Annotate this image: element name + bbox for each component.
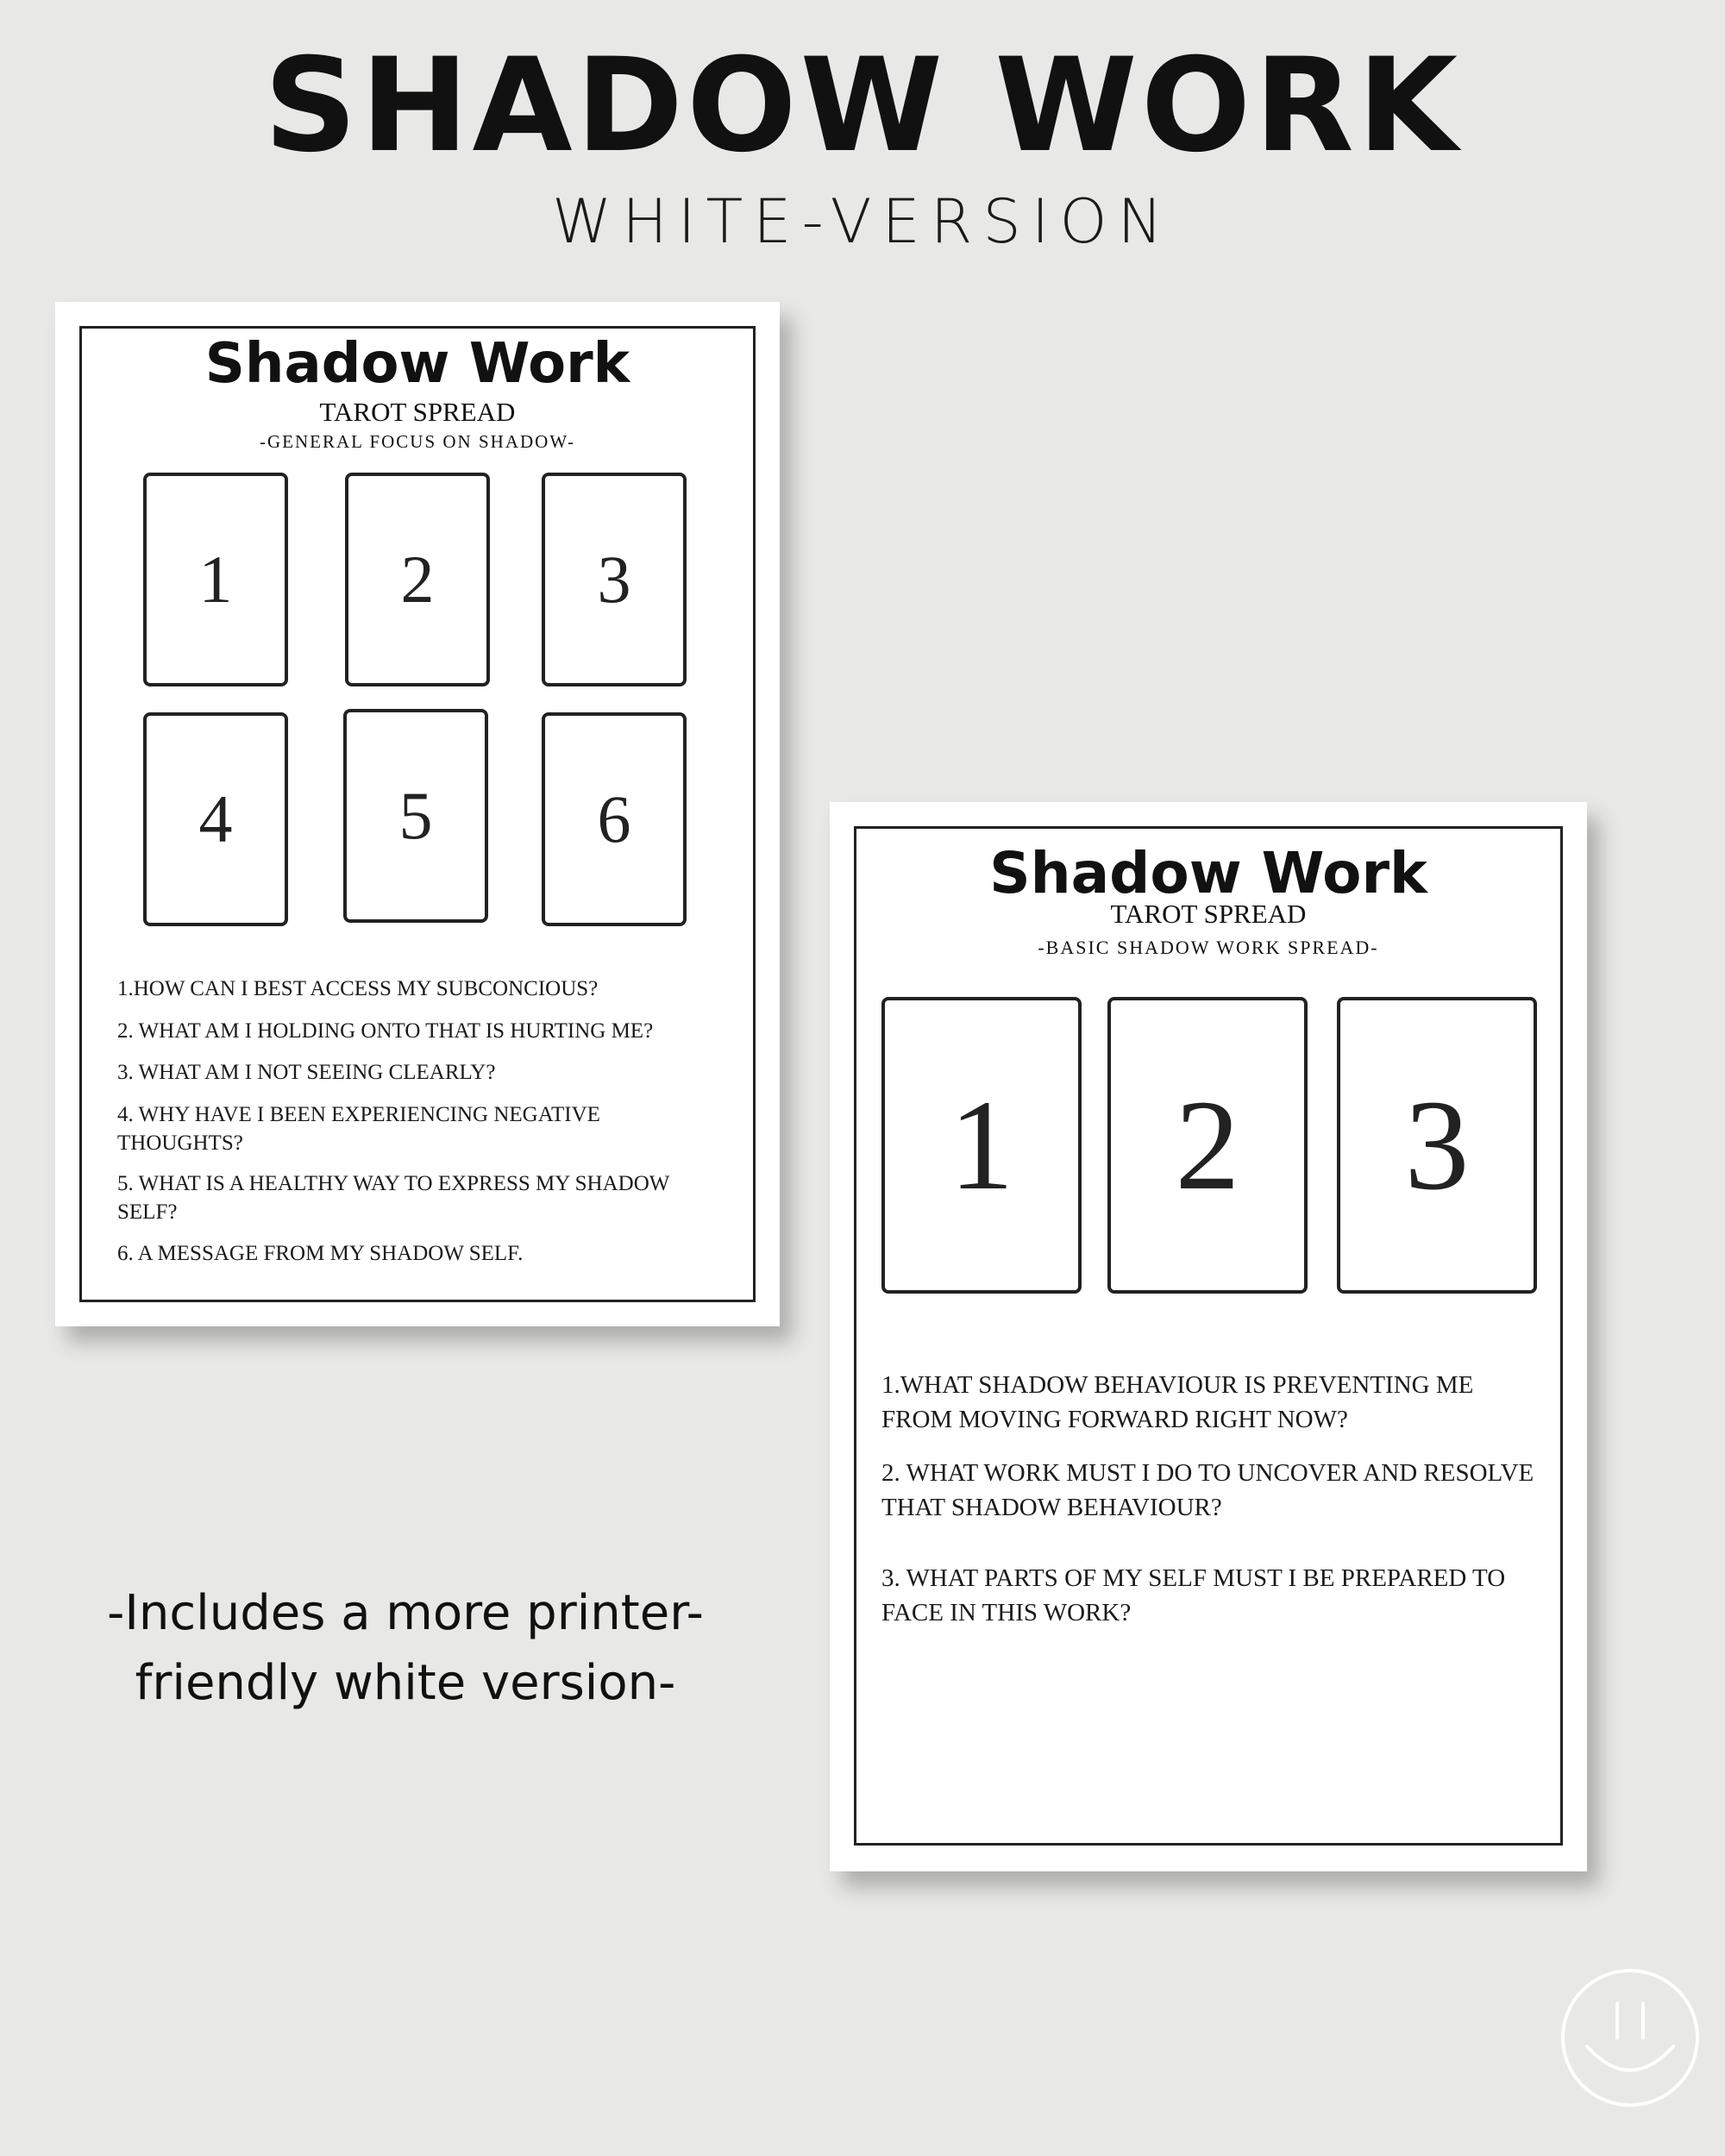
tarot-card-position-1: 1 [881, 997, 1082, 1294]
tarot-card-position-6: 6 [542, 712, 687, 926]
question-3: 3. WHAT PARTS OF MY SELF MUST I BE PREPARED TO FACE IN THIS WORK? [881, 1564, 1506, 1626]
tarot-card-position-1: 1 [143, 473, 288, 686]
question-6: 6. A MESSAGE FROM MY SHADOW SELF. [117, 1242, 524, 1265]
tarot-card-position-5: 5 [343, 709, 488, 923]
question-2: 2. WHAT WORK MUST I DO TO UNCOVER AND RESOLVE THAT SHADOW BEHAVIOUR? [881, 1459, 1534, 1521]
question-1: 1.HOW CAN I BEST ACCESS MY SUBCONCIOUS? [117, 977, 599, 1000]
tarot-card-position-2: 2 [345, 473, 490, 686]
sheet-border [854, 826, 1563, 1846]
question-1: 1.WHAT SHADOW BEHAVIOUR IS PREVENTING ME FROM MOVING FORWARD RIGHT NOW? [881, 1371, 1474, 1433]
tarot-card-position-4: 4 [143, 712, 288, 926]
tarot-card-position-3: 3 [1337, 997, 1537, 1294]
sheet-focus-label: -BASIC SHADOW WORK SPREAD- [1038, 937, 1379, 958]
sheet-basic-spread [830, 802, 1587, 1871]
question-5: 5. WHAT IS A HEALTHY WAY TO EXPRESS MY SHADOW SELF? [117, 1172, 669, 1224]
question-3: 3. WHAT AM I NOT SEEING CLEARLY? [117, 1061, 496, 1084]
sheet-subtitle: TAROT SPREAD [1110, 899, 1307, 929]
tarot-card-position-2: 2 [1107, 997, 1308, 1294]
tarot-card-position-3: 3 [542, 473, 687, 686]
sheet-general-focus [55, 302, 780, 1326]
page-title: SHADOW WORK [263, 31, 1462, 181]
sheet-focus-label: -GENERAL FOCUS ON SHADOW- [260, 431, 575, 452]
sheet-title: Shadow Work [989, 840, 1427, 906]
page-subtitle: WHITE-VERSION [552, 186, 1173, 257]
smiley-face-icon [1557, 1965, 1703, 2115]
question-2: 2. WHAT AM I HOLDING ONTO THAT IS HURTING ME? [117, 1019, 654, 1043]
sheet-subtitle: TAROT SPREAD [319, 397, 516, 427]
printer-friendly-caption: -Includes a more printer-friendly white version- [107, 1585, 704, 1712]
question-4: 4. WHY HAVE I BEEN EXPERIENCING NEGATIVE THOUGHTS? [117, 1103, 600, 1155]
sheet-title: Shadow Work [204, 332, 630, 396]
